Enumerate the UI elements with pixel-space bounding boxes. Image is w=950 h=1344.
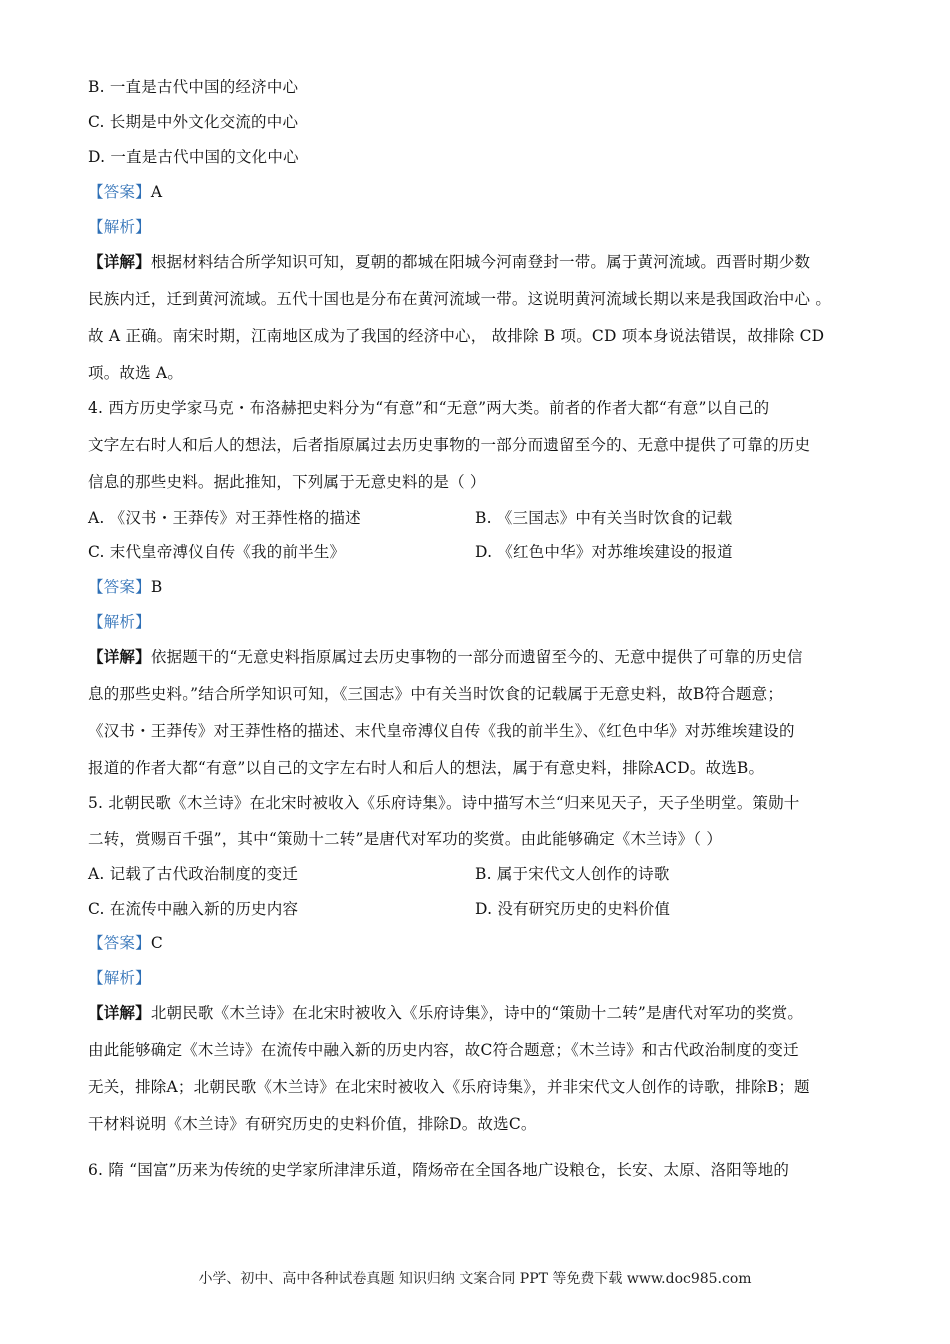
q5-option-c: C. 在流传中融入新的历史内容: [88, 900, 299, 918]
q5-detail-line: 干材料说明《木兰诗》有研究历史的史料价值，排除D。故选C。: [88, 1115, 537, 1133]
q4-stem-line: 信息的那些史料。据此推知，下列属于无意史料的是（ ）: [88, 473, 486, 491]
q5-detail-line: 无关，排除A；北朝民歌《木兰诗》在北宋时被收入《乐府诗集》，并非宋代文人创作的诗歌，排除B；题: [88, 1078, 810, 1096]
q4-stem-line: 4. 西方历史学家马克・布洛赫把史料分为“有意”和“无意”两大类。前者的作者大都“有意”以自己的: [88, 399, 770, 417]
q5-answer: [88, 932, 163, 954]
detail-tag: 【详解】: [88, 252, 151, 271]
answer-tag: 【答案】: [88, 578, 151, 596]
q3-option-c: C. 长期是中外文化交流的中心: [88, 113, 299, 131]
q4-detail-line: [88, 646, 803, 668]
q4-answer: [88, 576, 162, 598]
detail-text: 依据题干的“无意史料指原属过去历史事物的一部分而遗留至今的、无意中提供了可靠的历史信: [150, 648, 803, 666]
q3-detail-line: 民族内迁，迁到黄河流域。五代十国也是分布在黄河流域一带。这说明黄河流域长期以来是我国政治中心 。: [88, 290, 832, 308]
q5-stem-line: 二转，赏赐百千强”，其中“策勋十二转”是唐代对军功的奖赏。由此能够确定《木兰诗》（ ）: [88, 830, 723, 848]
q4-analysis-tag: 【解析】: [88, 613, 151, 631]
q3-detail-line: [88, 251, 810, 273]
q3-option-b: B. 一直是古代中国的经济中心: [88, 78, 299, 96]
q3-detail-line: 项。故选 A。: [88, 364, 184, 382]
q3-analysis-tag: 【解析】: [88, 218, 151, 236]
answer-tag: 【答案】: [88, 934, 151, 952]
q5-option-a: A. 记载了古代政治制度的变迁: [88, 865, 299, 883]
q4-option-c: C. 末代皇帝溥仪自传《我的前半生》: [88, 543, 346, 561]
detail-tag: 【详解】: [88, 647, 151, 666]
q5-option-d: D. 没有研究历史的史料价值: [475, 900, 671, 918]
q5-detail-line: 由此能够确定《木兰诗》在流传中融入新的历史内容，故C符合题意；《木兰诗》和古代政治制度的变迁: [88, 1041, 799, 1059]
page-footer: 小学、初中、高中各种试卷真题 知识归纳 文案合同 PPT 等免费下载 www.doc985.com: [198, 1271, 752, 1287]
q4-detail-line: 息的那些史料。”结合所学知识可知，《三国志》中有关当时饮食的记载属于无意史料，故B符合题意；: [88, 685, 784, 703]
answer-tag: 【答案】: [88, 183, 151, 201]
q5-stem-line: 5. 北朝民歌《木兰诗》在北宋时被收入《乐府诗集》。诗中描写木兰“归来见天子，天子坐明堂。策勋十: [88, 794, 800, 812]
q6-stem-line: 6. 隋 “国富”历来为传统的史学家所津津乐道，隋炀帝在全国各地广设粮仓，长安、太原、洛阳等地的: [88, 1161, 790, 1179]
q3-answer: [88, 181, 162, 203]
q4-option-d: D. 《红色中华》对苏维埃建设的报道: [475, 543, 733, 561]
q4-stem-line: 文字左右时人和后人的想法，后者指原属过去历史事物的一部分而遗留至今的、无意中提供了可靠的历史: [88, 436, 811, 454]
detail-tag: 【详解】: [88, 1003, 151, 1022]
q5-analysis-tag: 【解析】: [88, 969, 151, 987]
q4-option-b: B. 《三国志》中有关当时饮食的记载: [475, 509, 733, 527]
q3-detail-line: 故 A 正确。南宋时期，江南地区成为了我国的经济中心， 故排除 B 项。CD 项本身说法错误，故排除 CD: [88, 327, 825, 345]
answer-value: A: [150, 183, 163, 201]
answer-value: C: [150, 934, 163, 952]
answer-value: B: [150, 578, 163, 596]
q5-option-b: B. 属于宋代文人创作的诗歌: [475, 865, 670, 883]
q5-detail-line: [88, 1002, 803, 1024]
q4-detail-line: 报道的作者大都“有意”以自己的文字左右时人和后人的想法，属于有意史料，排除ACD。故选B。: [88, 759, 765, 777]
q4-options-row-1: [88, 507, 361, 529]
detail-text: 根据材料结合所学知识可知，夏朝的都城在阳城今河南登封一带。属于黄河流域。西晋时期少数: [150, 253, 811, 271]
q4-option-a: A. 《汉书・王莽传》对王莽性格的描述: [88, 509, 361, 527]
detail-text: 北朝民歌《木兰诗》在北宋时被收入《乐府诗集》，诗中的“策勋十二转”是唐代对军功的奖赏。: [150, 1004, 804, 1022]
q3-option-d: D. 一直是古代中国的文化中心: [88, 148, 299, 166]
q4-detail-line: 《汉书・王莽传》对王莽性格的描述、末代皇帝溥仪自传《我的前半生》、《红色中华》对苏维埃建设的: [88, 722, 795, 740]
